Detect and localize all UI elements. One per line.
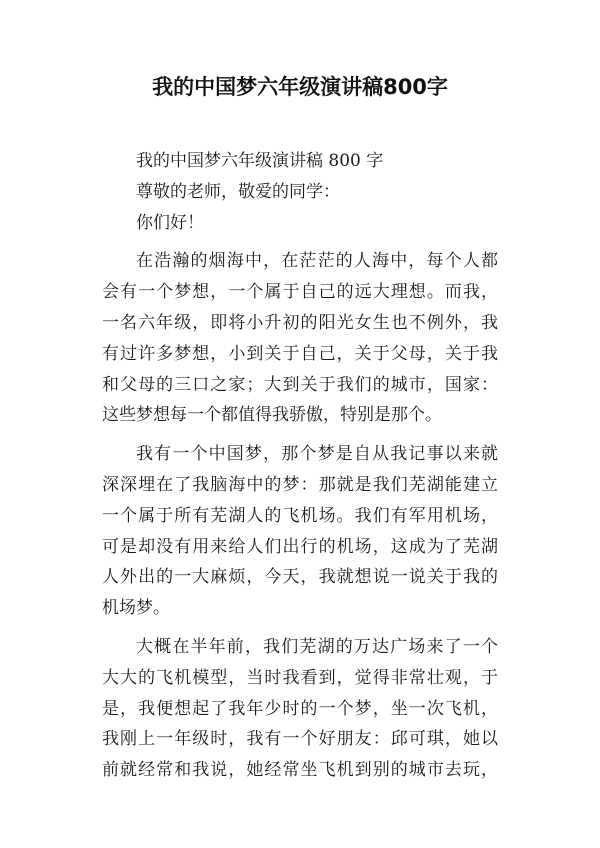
intro-greeting: 你们好！ bbox=[136, 212, 204, 233]
paragraph-line: 一名六年级，即将小升初的阳光女生也不例外，我 bbox=[102, 312, 498, 333]
paragraph-spacer bbox=[102, 624, 498, 632]
paragraph-line: 大大的飞机模型，当时我看到，觉得非常壮观，于 bbox=[102, 667, 498, 688]
paragraph-line: 可是却没有用来给人们出行的机场，这成为了芜湖 bbox=[102, 536, 498, 557]
paragraph-line: 一个属于所有芜湖人的飞机场。我们有军用机场， bbox=[102, 505, 498, 526]
paragraph-line: 会有一个梦想，一个属于自己的远大理想。而我， bbox=[102, 282, 498, 303]
paragraph-line: 大概在半年前，我们芜湖的万达广场来了一个 bbox=[136, 636, 498, 657]
paragraph-line: 我刚上一年级时，我有一个好朋友：邱可琪，她以 bbox=[102, 729, 498, 750]
document-title: 我的中国梦六年级演讲稿800字 bbox=[152, 75, 448, 99]
paragraph-line: 在浩瀚的烟海中，在茫茫的人海中，每个人都 bbox=[136, 251, 498, 272]
paragraph-line: 我有一个中国梦，那个梦是自从我记事以来就 bbox=[136, 444, 498, 465]
paragraph-line: 是，我便想起了我年少时的一个梦，坐一次飞机， bbox=[102, 698, 498, 719]
intro-salutation: 尊敬的老师，敬爱的同学： bbox=[136, 181, 340, 202]
paragraph-line: 深深埋在了我脑海中的梦：那就是我们芜湖能建立 bbox=[102, 474, 498, 495]
document-body bbox=[102, 146, 498, 786]
paragraph-spacer bbox=[102, 238, 498, 246]
paragraph-line: 有过许多梦想，小到关于自己，关于父母，关于我 bbox=[102, 343, 498, 364]
intro-subtitle: 我的中国梦六年级演讲稿 800 字 bbox=[136, 151, 384, 171]
paragraph-line: 机场梦。 bbox=[102, 598, 170, 619]
paragraph-spacer bbox=[102, 431, 498, 439]
paragraph-3 bbox=[102, 632, 498, 786]
paragraph-1 bbox=[102, 246, 498, 431]
paragraph-line: 人外出的一大麻烦，今天，我就想说一说关于我的 bbox=[102, 567, 498, 588]
paragraph-line: 前就经常和我说，她经常坐飞机到别的城市去玩， bbox=[102, 760, 498, 781]
paragraph-2 bbox=[102, 439, 498, 624]
paragraph-line: 和父母的三口之家；大到关于我们的城市，国家： bbox=[102, 374, 498, 395]
paragraph-line: 这些梦想每一个都值得我骄傲，特别是那个。 bbox=[102, 405, 442, 426]
